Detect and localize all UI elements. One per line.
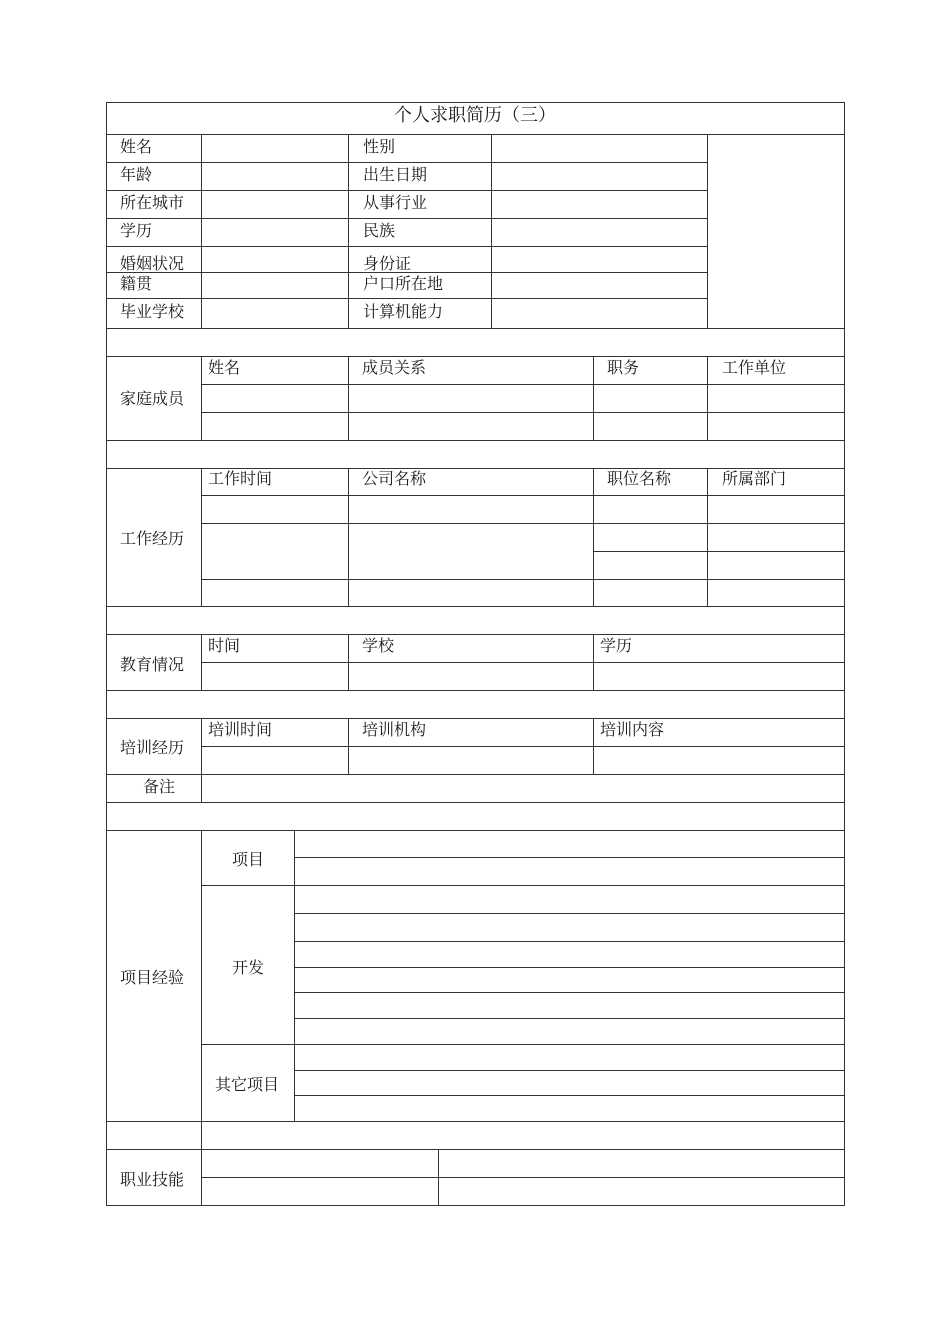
col-divider bbox=[348, 468, 349, 606]
family-col-name: 姓名 bbox=[208, 358, 241, 377]
skill-field[interactable] bbox=[202, 1178, 438, 1205]
skill-field[interactable] bbox=[439, 1150, 844, 1177]
ethnicity-label: 民族 bbox=[363, 221, 396, 240]
training-col-institution: 培训机构 bbox=[362, 720, 427, 739]
ethnicity-field[interactable] bbox=[492, 219, 707, 246]
row-divider bbox=[201, 885, 845, 886]
education-col-time: 时间 bbox=[208, 636, 241, 655]
training-col-content: 培训内容 bbox=[600, 720, 665, 739]
row-divider bbox=[294, 857, 845, 858]
page-title: 个人求职简历（三） bbox=[394, 105, 556, 126]
col-divider bbox=[593, 634, 594, 690]
section-divider bbox=[106, 802, 845, 803]
section-divider bbox=[106, 634, 845, 635]
education-col-school: 学校 bbox=[362, 636, 395, 655]
gender-field[interactable] bbox=[492, 135, 707, 162]
computer-skill-label: 计算机能力 bbox=[363, 302, 444, 321]
col-divider bbox=[201, 356, 202, 440]
hukou-label: 户口所在地 bbox=[363, 274, 444, 293]
native-place-field[interactable] bbox=[202, 273, 348, 298]
col-divider bbox=[348, 134, 349, 328]
section-divider bbox=[106, 1121, 845, 1122]
gender-label: 性别 bbox=[363, 137, 396, 156]
skill-field[interactable] bbox=[439, 1178, 844, 1205]
city-label: 所在城市 bbox=[120, 193, 185, 212]
row-divider bbox=[294, 967, 845, 968]
row-divider bbox=[201, 662, 845, 663]
work-col-position: 职位名称 bbox=[607, 469, 672, 488]
col-divider bbox=[201, 468, 202, 606]
table-border-bottom bbox=[106, 1205, 845, 1206]
graduate-school-label: 毕业学校 bbox=[120, 302, 185, 321]
birth-date-label: 出生日期 bbox=[363, 165, 428, 184]
skills-section-label: 职业技能 bbox=[120, 1170, 185, 1189]
skill-field[interactable] bbox=[202, 1150, 438, 1177]
project-label: 项目 bbox=[232, 850, 265, 869]
id-card-field[interactable] bbox=[492, 247, 707, 272]
photo-area[interactable] bbox=[708, 135, 844, 328]
row-divider bbox=[294, 1070, 845, 1071]
col-divider bbox=[707, 356, 708, 440]
section-divider bbox=[106, 440, 845, 441]
name-label: 姓名 bbox=[120, 137, 153, 156]
other-projects-label: 其它项目 bbox=[215, 1075, 280, 1094]
family-section-label: 家庭成员 bbox=[120, 389, 185, 408]
training-section-label: 培训经历 bbox=[120, 738, 185, 757]
industry-label: 从事行业 bbox=[363, 193, 428, 212]
col-divider bbox=[348, 634, 349, 690]
section-divider bbox=[106, 328, 845, 329]
section-divider bbox=[106, 606, 845, 607]
education-section-label: 教育情况 bbox=[120, 655, 185, 674]
industry-field[interactable] bbox=[492, 191, 707, 218]
table-border-left bbox=[106, 102, 107, 1206]
section-divider bbox=[106, 718, 845, 719]
education-level-field[interactable] bbox=[202, 219, 348, 246]
age-field[interactable] bbox=[202, 163, 348, 190]
col-divider bbox=[593, 718, 594, 774]
age-label: 年龄 bbox=[120, 165, 153, 184]
work-col-company: 公司名称 bbox=[362, 469, 427, 488]
name-field[interactable] bbox=[202, 135, 348, 162]
graduate-school-field[interactable] bbox=[202, 299, 348, 328]
col-divider bbox=[593, 468, 594, 606]
col-divider bbox=[201, 830, 202, 1121]
projects-section-label: 项目经验 bbox=[120, 968, 185, 987]
marital-status-label: 婚姻状况 bbox=[120, 254, 185, 273]
row-divider bbox=[294, 1018, 845, 1019]
row-divider bbox=[201, 1044, 845, 1045]
col-divider bbox=[348, 718, 349, 774]
work-section-label: 工作经历 bbox=[120, 529, 185, 548]
work-col-time: 工作时间 bbox=[208, 469, 273, 488]
table-border-top bbox=[106, 102, 845, 103]
family-col-relation: 成员关系 bbox=[362, 358, 427, 377]
hukou-field[interactable] bbox=[492, 273, 707, 298]
training-col-time: 培训时间 bbox=[208, 720, 273, 739]
row-divider bbox=[201, 384, 845, 385]
section-divider bbox=[106, 356, 845, 357]
table-border-right bbox=[844, 102, 845, 1206]
row-divider bbox=[294, 941, 845, 942]
col-divider bbox=[201, 718, 202, 774]
birth-date-field[interactable] bbox=[492, 163, 707, 190]
col-divider bbox=[593, 356, 594, 440]
education-level-label: 学历 bbox=[120, 221, 153, 240]
id-card-label: 身份证 bbox=[363, 254, 412, 273]
computer-skill-field[interactable] bbox=[492, 299, 707, 328]
remarks-field[interactable] bbox=[202, 775, 844, 802]
row-divider bbox=[201, 523, 845, 524]
family-col-employer: 工作单位 bbox=[722, 358, 787, 377]
col-divider bbox=[707, 468, 708, 606]
family-col-position: 职务 bbox=[607, 358, 640, 377]
row-divider bbox=[294, 992, 845, 993]
row-divider bbox=[593, 551, 845, 552]
marital-status-field[interactable] bbox=[202, 247, 348, 272]
city-field[interactable] bbox=[202, 191, 348, 218]
row-divider bbox=[294, 1095, 845, 1096]
row-divider bbox=[201, 746, 845, 747]
row-divider bbox=[201, 412, 845, 413]
native-place-label: 籍贯 bbox=[120, 274, 153, 293]
remarks-label: 备注 bbox=[143, 777, 176, 796]
col-divider bbox=[201, 634, 202, 690]
section-divider bbox=[106, 830, 845, 831]
row-divider bbox=[201, 495, 845, 496]
row-divider bbox=[294, 913, 845, 914]
col-divider bbox=[294, 830, 295, 1121]
work-col-department: 所属部门 bbox=[722, 469, 787, 488]
section-divider bbox=[106, 690, 845, 691]
col-divider bbox=[348, 356, 349, 440]
education-col-degree: 学历 bbox=[600, 636, 633, 655]
development-label: 开发 bbox=[232, 958, 265, 977]
row-divider bbox=[201, 579, 845, 580]
